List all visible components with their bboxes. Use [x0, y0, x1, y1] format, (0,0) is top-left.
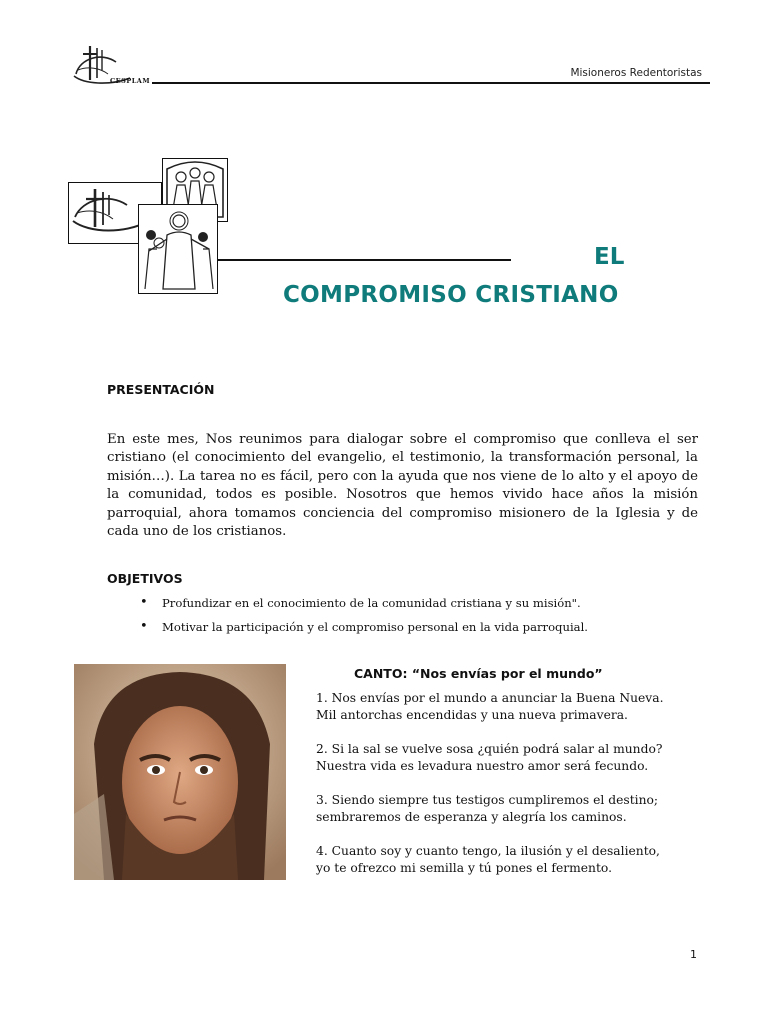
title-line-1: EL	[594, 244, 625, 270]
verse-line: Mil antorchas encendidas y una nueva primavera.	[316, 708, 628, 722]
presentation-body: En este mes, Nos reunimos para dialogar sobre el compromiso que conlleva el ser cristiano (el conocimiento del evangelio, el testimonio, la transformación personal, la misión…). La tarea no es fácil, pero con la ayuda que nos viene de lo alto y el apoyo de la comunidad, todos es posible. Nosotros que hemos vivido hace años la misión parroquial, ahora tomamos conciencia del compromiso misionero de la Iglesia y de cada uno de los cristianos.	[107, 432, 698, 540]
song-verse	[316, 843, 716, 877]
verse-line: 3. Siendo siempre tus testigos cumpliremos el destino;	[316, 793, 659, 807]
jesus-illustration	[138, 204, 218, 294]
verse-line: yo te ofrezco mi semilla y tú pones el fermento.	[316, 861, 613, 875]
objectives-heading: OBJETIVOS	[107, 571, 183, 586]
objectives-list	[140, 594, 700, 642]
song-verse	[316, 741, 716, 775]
cesplam-logo	[70, 40, 150, 92]
verse-line: sembraremos de esperanza y alegría los caminos.	[316, 810, 627, 824]
presentation-text	[107, 431, 698, 541]
song-lyrics	[316, 690, 716, 894]
song-title: CANTO: “Nos envías por el mundo”	[354, 666, 603, 681]
song-verse	[316, 690, 716, 724]
header-rule	[152, 82, 710, 84]
objective-item: • Motivar la participación y el compromiso personal en la vida parroquial.	[140, 618, 700, 642]
objective-item: • Profundizar en el conocimiento de la comunidad cristiana y su misión".	[140, 594, 700, 618]
page-number: 1	[690, 948, 697, 961]
verse-line: 4. Cuanto soy y cuanto tengo, la ilusión y el desaliento,	[316, 844, 660, 858]
verse-line: Nuestra vida es levadura nuestro amor será fecundo.	[316, 759, 649, 773]
song-verse	[316, 792, 716, 826]
jesus-portrait	[74, 664, 286, 880]
title-line-2: COMPROMISO CRISTIANO	[283, 282, 619, 308]
title-rule	[217, 259, 511, 261]
presentation-heading: PRESENTACIÓN	[107, 382, 215, 397]
logo-text: CESPLAM	[110, 77, 151, 85]
verse-line: 1. Nos envías por el mundo a anunciar la Buena Nueva.	[316, 691, 664, 705]
header-org: Misioneros Redentoristas	[570, 67, 702, 79]
verse-line: 2. Si la sal se vuelve sosa ¿quién podrá salar al mundo?	[316, 742, 663, 756]
